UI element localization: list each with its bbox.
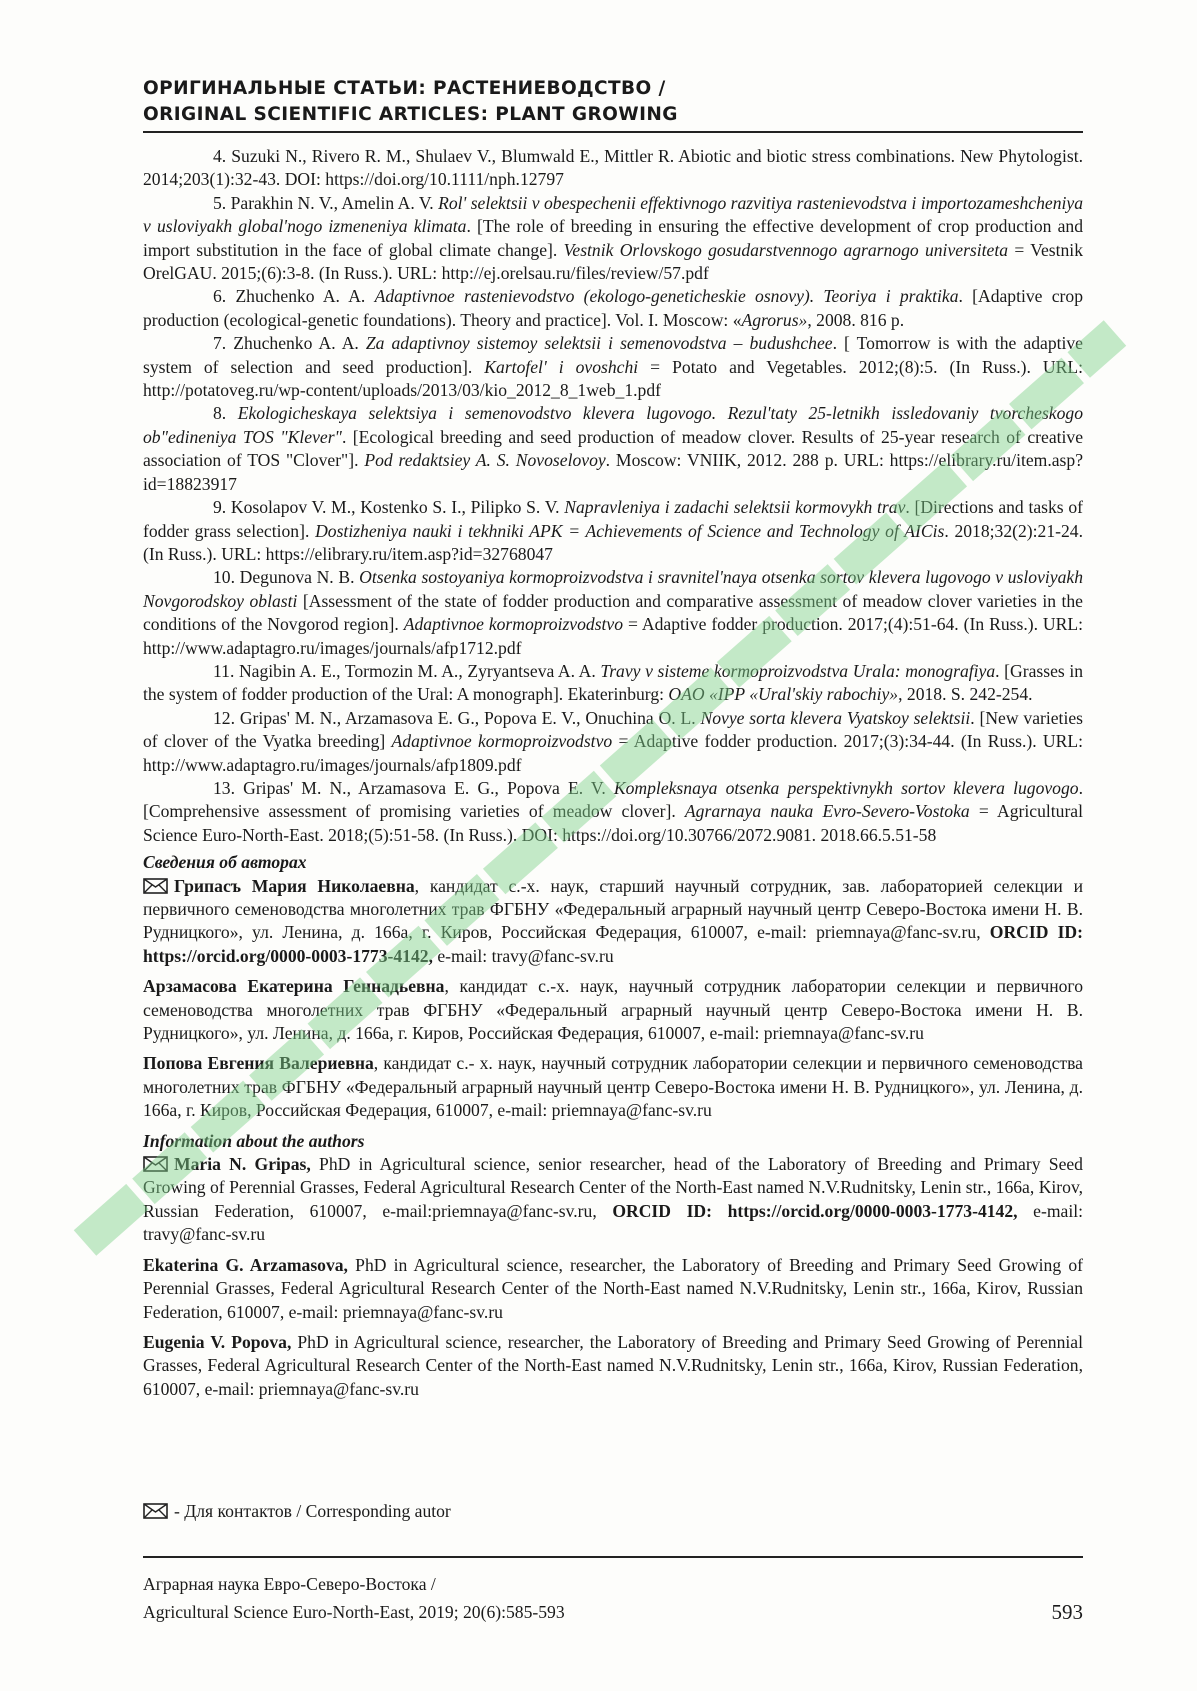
authors-en-heading: Information about the authors (143, 1130, 365, 1151)
reference-mid: [Assessment of the state of fodder production and comparative assessment of meadow clover varieties in the conditions of the Novgorod region]. (143, 590, 1083, 635)
reference-it1: Kompleksnaya otsenka perspektivnykh sortov klevera lugovogo (613, 777, 1079, 798)
reference-item (143, 496, 1083, 566)
reference-lead: 6. Zhuchenko A. A. (213, 286, 375, 307)
author-name: Попова Евгения Валериевна (143, 1053, 374, 1074)
reference-tail: , 2018. S. 242-254. (898, 684, 1033, 705)
author-entry (143, 875, 1083, 969)
reference-it2: Agrorus» (741, 309, 808, 330)
reference-it2: Kartofel' i ovoshchi (484, 356, 639, 377)
reference-tail: . 2018;32(2):21-24. (In Russ.). URL: https://elibrary.ru/item.asp?id=32768047 (143, 520, 1083, 564)
author-entry (143, 1153, 1083, 1247)
authors-ru-heading: Сведения об авторах (143, 852, 307, 873)
author-entry (143, 1052, 1083, 1122)
author-name: Maria N. Gripas, (174, 1154, 311, 1175)
reference-mid: . [The role of breeding in ensuring the effective development of crop production and import substitution in the face of global climate change]. (143, 216, 1083, 260)
reference-lead: 10. Degunova N. B. (213, 567, 360, 588)
footer-journal-en: Agricultural Science Euro-North-East, 2019; 20(6):585-593 (143, 1602, 565, 1622)
reference-it1: Novye sorta klevera Vyatskoy selektsii (700, 707, 971, 728)
author-name: Ekaterina G. Arzamasova, (143, 1254, 348, 1275)
author-details: PhD in Agricultural science, senior researcher, head of the Laboratory of Breeding and Primary Seed Growing of Perennial Grasses, Federal Agricultural Research Center of the North-East named N.V.Rudnitsky, Lenin str., 166a, Kirov, Russian Federation, 610007, e-mail:priemnaya@fanc-sv.ru, (143, 1154, 1083, 1221)
reference-lead: 5. Parakhin N. V., Amelin A. V. (213, 192, 439, 213)
header-line-ru: ОРИГИНАЛЬНЫЕ СТАТЬИ: РАСТЕНИЕВОДСТВО / (143, 78, 666, 99)
envelope-icon (143, 1503, 168, 1519)
reference-it2: Dostizheniya nauki i tekhniki APK = Achievements of Science and Technology of AICis (315, 520, 945, 541)
reference-tail: = Adaptive fodder production. 2017;(3):34-44. (In Russ.). URL: http://www.adaptagro.ru/images/journals/afp1809.pdf (143, 731, 1083, 775)
reference-mid: . [Grasses in the system of fodder production of the Ural: A monograph]. Ekaterinburg: (143, 660, 1084, 705)
article-body (143, 145, 1083, 1408)
author-email: e-mail: travy@fanc-sv.ru (143, 1200, 1083, 1245)
author-details: PhD in Agricultural science, researcher, the Laboratory of Breeding and Primary Seed Growing of Perennial Grasses, Federal Agricultural Research Center of the North-East named N.V.Rudnitsky, Lenin str., 166a, Kirov, Russian Federation, 610007, e-mail: priemnaya@fanc-sv.ru (143, 1254, 1083, 1322)
envelope-icon (143, 1156, 168, 1172)
reference-tail: , 2008. 816 p. (807, 309, 905, 330)
page-footer (143, 1570, 1083, 1626)
author-entry (143, 1254, 1083, 1324)
reference-it2: Adaptivnoe kormoproizvodstvo (391, 731, 613, 752)
authors-ru-list (143, 875, 1083, 1123)
reference-item (143, 402, 1083, 496)
reference-it1: Napravleniya i zadachi selektsii kormovykh trav (564, 497, 906, 518)
reference-item (143, 566, 1083, 660)
reference-item (143, 777, 1083, 847)
reference-tail: . Moscow: VNIIK, 2012. 288 p. URL: https://elibrary.ru/item.asp?id=18823917 (143, 450, 1083, 494)
author-details: , кандидат с.-х. наук, старший научный сотрудник, зав. лабораторией селекции и первичного семеноводства многолетних трав ФГБНУ «Федеральный аграрный научный центр Северо-Востока имени Н. В. Рудницкого», ул. Ленина, д. 166а, г. Киров, Российская Федерация, 610007, e-mail: priemnaya@fanc-sv.ru, (143, 875, 1083, 943)
reference-it2: Pod redaktsiey A. S. Novoselovoy (364, 450, 606, 471)
author-name: Грипасъ Мария Николаевна (174, 875, 415, 896)
envelope-icon (143, 878, 168, 894)
reference-item (143, 285, 1083, 332)
reference-lead: 7. Zhuchenko A. A. (213, 333, 366, 354)
reference-it1: Rol' selektsii v obespechenii effektivnogo razvitiya rastenievodstva i importozameshcheniya v usloviyakh global'nogo izmeneniya klimata (143, 192, 1083, 237)
page-number: 593 (1051, 1600, 1083, 1624)
reference-mid: . [Directions and tasks of fodder grass selection]. (143, 497, 1083, 541)
reference-it2: Vestnik Orlovskogo gosudarstvennogo agrarnogo universiteta (563, 239, 1009, 260)
reference-item (143, 145, 1083, 192)
reference-it2: Agrarnaya nauka Evro-Severo-Vostoka (684, 801, 970, 822)
reference-lead: 12. Gripas' M. N., Arzamasova E. G., Popova E. V., Onuchina O. L. (213, 707, 701, 728)
author-orcid: ORCID ID: https://orcid.org/0000-0003-1773-4142, (143, 922, 1083, 966)
reference-item (143, 707, 1083, 777)
reference-tail: = Vestnik OrelGAU. 2015;(6):3-8. (In Russ.). URL: http://ej.orelsau.ru/files/review/57.pdf (143, 239, 1083, 284)
reference-lead: 11. Nagibin A. E., Tormozin M. A., Zyryantseva A. A. (213, 660, 601, 681)
author-entry (143, 1331, 1083, 1401)
author-email: e-mail: travy@fanc-sv.ru (432, 945, 614, 966)
footer-journal-ru: Аграрная наука Евро-Северо-Востока / (143, 1574, 436, 1594)
reference-list (143, 145, 1083, 847)
corresponding-note-text: - Для контактов / Corresponding autor (174, 1501, 451, 1521)
reference-it2: OAO «IPP «Ural'skiy rabochiy» (668, 684, 899, 705)
reference-it1: Adaptivnoe rastenievodstvo (ekologo-geneticheskie osnovy). Teoriya i praktika (374, 286, 959, 307)
reference-lead: 8. (213, 403, 238, 424)
corresponding-note (143, 1501, 451, 1522)
reference-mid: . [ Tomorrow is with the adaptive system of selection and seed production]. (143, 333, 1083, 377)
author-details: , кандидат с.-х. наук, научный сотрудник лаборатории селекции и первичного семеноводства многолетних трав ФГБНУ «Федеральный аграрный научный центр Северо-Востока имени Н. В. Рудницкого», ул. Ленина, д. 166а, г. Киров, Российская Федерация, 610007, e-mail: priemnaya@fanc-sv.ru (143, 976, 1083, 1044)
reference-mid: . [Adaptive crop production (ecological-genetic foundations). Theory and practice]. Vol. I. Moscow: « (143, 286, 1083, 330)
page-header (143, 76, 1083, 128)
footer-rule (143, 1556, 1083, 1558)
reference-it1: Otsenka sostoyaniya kormoproizvodstva i sravnitel'naya otsenka sortov klevera lugovogo v usloviyakh Novgorodskoy oblasti (143, 567, 1083, 611)
reference-it1: Za adaptivnoy sistemoy selektsii i semenovodstva – budushchee (365, 333, 833, 354)
reference-mid: . [Ecological breeding and seed production of meadow clover. Results of 25-year research of creative association of TOS "Clover"]. (143, 426, 1084, 471)
author-name: Арзамасова Екатерина Геннадьевна (143, 976, 445, 997)
author-name: Eugenia V. Popova, (143, 1331, 292, 1352)
reference-lead: 9. Kosolapov V. M., Kostenko S. I., Pilipko S. V. (213, 497, 565, 518)
reference-it1: Ekologicheskaya selektsiya i semenovodstvo klevera lugovogo. Rezul'taty 25-letnikh issledovaniy tvorcheskogo ob"edineniya TOS "Klever" (143, 403, 1083, 447)
authors-en-list (143, 1153, 1083, 1401)
reference-lead: 4. Suzuki N., Rivero R. M., Shulaev V., Blumwald E., Mittler R. Abiotic and biotic stress combinations. New Phytologist. 2014;203(1):32-43. DOI: https://doi.org/10.1111/nph.12797 (143, 146, 1083, 190)
reference-lead: 13. Gripas' M. N., Arzamasova E. G., Popova E. V. (213, 777, 614, 798)
author-details: PhD in Agricultural science, researcher, the Laboratory of Breeding and Primary Seed Growing of Perennial Grasses, Federal Agricultural Research Center of the North-East named N.V.Rudnitsky, Lenin str., 166a, Kirov, Russian Federation, 610007, e-mail: priemnaya@fanc-sv.ru (143, 1331, 1083, 1399)
header-rule (143, 131, 1083, 133)
reference-item (143, 332, 1083, 402)
reference-tail: = Agricultural Science Euro-North-East. 2018;(5):51-58. (In Russ.). DOI: https://doi.org/10.30766/2072.9081. 2018.66.5.51-58 (143, 801, 1083, 845)
reference-it2: Adaptivnoe kormoproizvodstvo (403, 614, 624, 635)
reference-item (143, 192, 1083, 286)
author-orcid: ORCID ID: https://orcid.org/0000-0003-1773-4142, (612, 1200, 1018, 1221)
reference-item (143, 660, 1083, 707)
reference-mid: . [Comprehensive assessment of promising varieties of meadow clover]. (143, 777, 1083, 822)
header-line-en: ORIGINAL SCIENTIFIC ARTICLES: PLANT GROWING (143, 104, 678, 125)
author-entry (143, 975, 1083, 1045)
reference-it1: Travy v sisteme kormoproizvodstva Urala: monografiya (600, 660, 996, 681)
author-details: , кандидат с.- х. наук, научный сотрудник лаборатории селекции и первичного семеноводства многолетних трав ФГБНУ «Федеральный аграрный научный центр Северо-Востока имени Н. В. Рудницкого», ул. Ленина, д. 166а, г. Киров, Российская Федерация, 610007, e-mail: priemnaya@fanc-sv.ru (143, 1053, 1083, 1121)
reference-tail: = Adaptive fodder production. 2017;(4):51-64. (In Russ.). URL: http://www.adaptagro.ru/images/journals/afp1712.pdf (143, 614, 1083, 658)
reference-mid: . [New varieties of clover of the Vyatka breeding] (143, 707, 1083, 752)
reference-tail: = Potato and Vegetables. 2012;(8):5. (In Russ.). URL: http://potatoveg.ru/wp-content/uploads/2013/03/kio_2012_8_1web_1.pdf (143, 356, 1083, 401)
